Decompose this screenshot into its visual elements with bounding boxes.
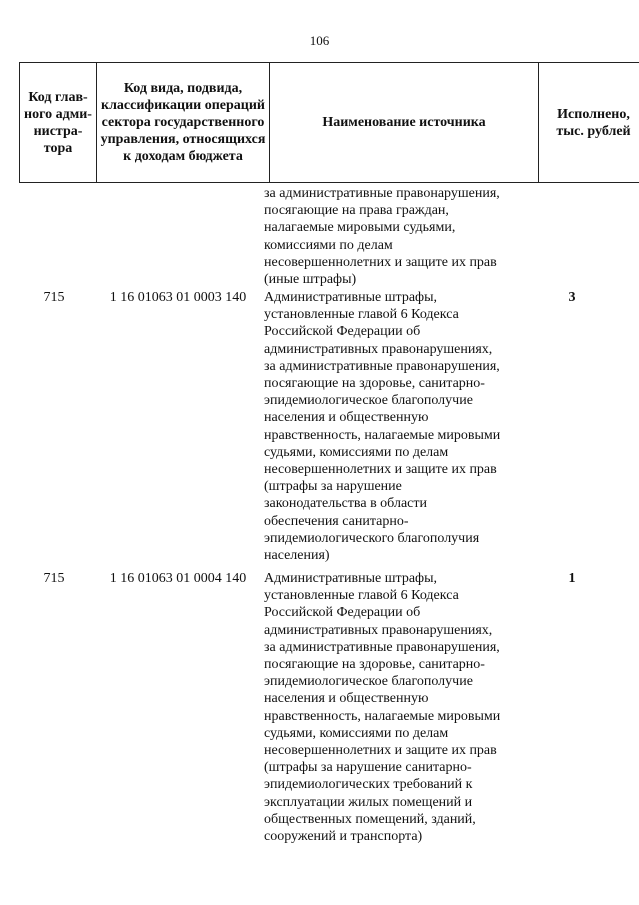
classification-code: 1 16 01063 01 0004 140 — [109, 571, 247, 586]
page-number: 106 — [309, 33, 330, 48]
continuation-text: за административные правонарушения, посягающие на права граждан, налагаемые мировыми судьями, комиссиями по делам несовершеннолетних и защите их прав (иные штрафы) — [264, 186, 500, 288]
table-header — [19, 62, 639, 183]
classification-code: 1 16 01063 01 0003 140 — [109, 290, 247, 305]
admin-code: 715 — [43, 571, 65, 586]
column-header-code: Код вида, подвида, классификации операций сектора государственного управления, относящихся к доходам бюджета — [97, 63, 270, 183]
column-header-name: Наименование источника — [270, 63, 539, 183]
source-name: Административные штрафы, установленные главой 6 Кодекса Российской Федерации об административных правонарушениях, за административные правонарушения, посягающие на здоровье, санитарно- эпидемиологическое благополучие населения и общественную нравственность, налагаемые мировыми судьями, комиссиями по делам несовершеннолетних и защите их прав (штрафы за нарушение законодательства в области обеспечения санитарно- эпидемиологического благополучия населения) — [264, 290, 501, 564]
amount-value: 1 — [568, 571, 576, 586]
admin-code: 715 — [43, 290, 65, 305]
source-name: Административные штрафы, установленные главой 6 Кодекса Российской Федерации об административных правонарушениях, за административные правонарушения, посягающие на здоровье, санитарно- эпидемиологическое благополучие населения и общественную нравственность, налагаемые мировыми судьями, комиссиями по делам несовершеннолетних и защите их прав (штрафы за нарушение санитарно- эпидемиологических требований к эксплуатации жилых помещений и общественных помещений, зданий, сооружений и транспорта) — [264, 571, 501, 845]
amount-value: 3 — [568, 290, 576, 305]
column-header-amount: Исполнено, тыс. рублей — [539, 63, 639, 183]
column-header-admin: Код глав-ного адми-нистра-тора — [20, 63, 97, 183]
